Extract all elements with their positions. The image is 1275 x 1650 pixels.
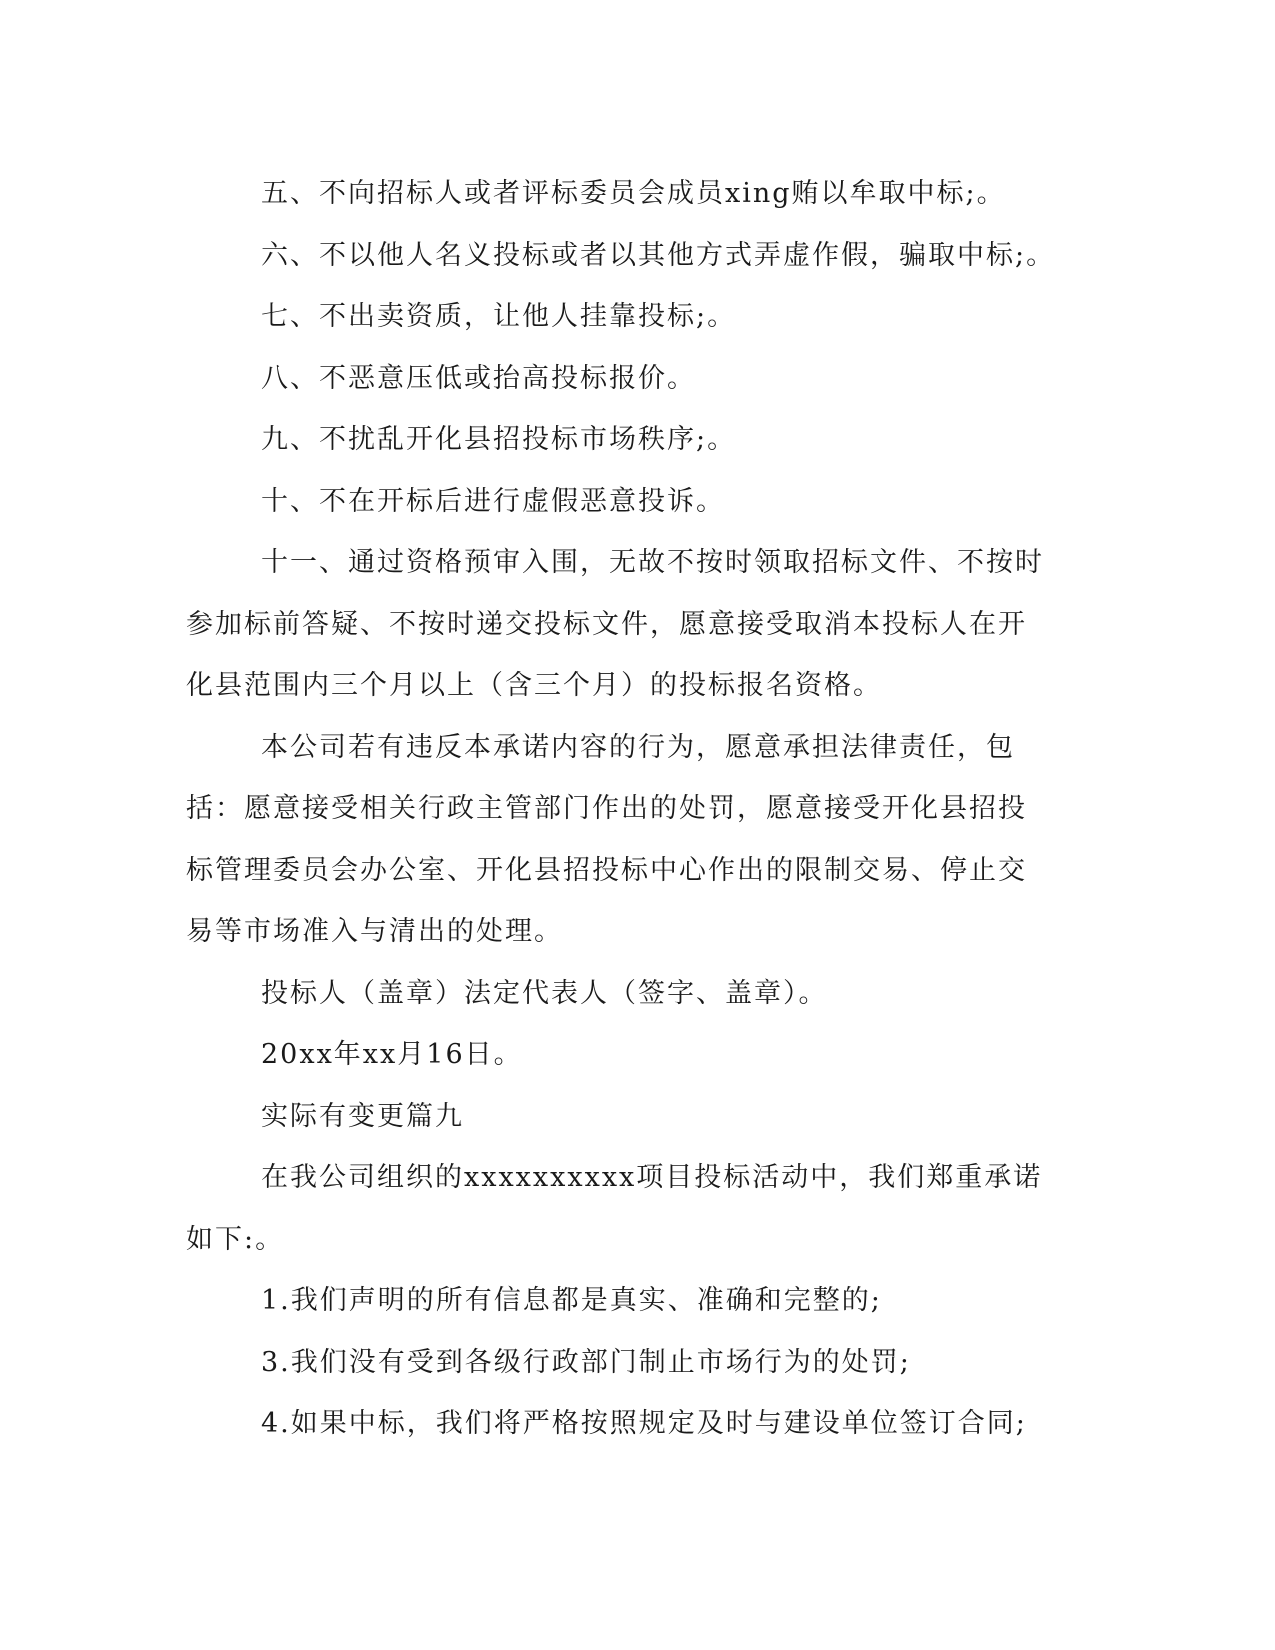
paragraph-item-5: 五、不向招标人或者评标委员会成员xing贿以牟取中标;。 bbox=[261, 178, 1006, 209]
commitment-item-1: 1.我们声明的所有信息都是真实、准确和完整的; bbox=[261, 1285, 882, 1316]
paragraph-item-6: 六、不以他人名义投标或者以其他方式弄虚作假，骗取中标;。 bbox=[261, 239, 1056, 271]
section-heading: 实际有变更篇九 bbox=[261, 1100, 464, 1132]
commitment-item-3: 3.我们没有受到各级行政部门制止市场行为的处罚; bbox=[261, 1346, 911, 1378]
signature-line: 投标人（盖章）法定代表人（签字、盖章）。 bbox=[261, 977, 828, 1009]
commitment-item-4: 4.如果中标，我们将严格按照规定及时与建设单位签订合同; bbox=[261, 1408, 1027, 1439]
paragraph-item-9: 九、不扰乱开化县招投标市场秩序;。 bbox=[261, 424, 737, 455]
paragraph-item-7: 七、不出卖资质，让他人挂靠投标;。 bbox=[261, 301, 737, 332]
date-line: 20xx年xx月16日。 bbox=[261, 1039, 523, 1070]
document-body bbox=[186, 163, 1054, 1455]
paragraph-item-8: 八、不恶意压低或抬高投标报价。 bbox=[261, 362, 696, 394]
commitment-intro: 在我公司组织的xxxxxxxxxx项目投标活动中，我们郑重承诺如下:。 bbox=[186, 1162, 1043, 1255]
paragraph-item-10: 十、不在开标后进行虚假恶意投诉。 bbox=[261, 485, 725, 517]
liability-paragraph: 本公司若有违反本承诺内容的行为，愿意承担法律责任，包括：愿意接受相关行政主管部门作出的处罚，愿意接受开化县招投标管理委员会办公室、开化县招投标中心作出的限制交易、停止交易等市场准入与清出的处理。 bbox=[186, 731, 1027, 947]
paragraph-item-11: 十一、通过资格预审入围，无故不按时领取招标文件、不按时参加标前答疑、不按时递交投标文件，愿意接受取消本投标人在开化县范围内三个月以上（含三个月）的投标报名资格。 bbox=[186, 547, 1044, 701]
